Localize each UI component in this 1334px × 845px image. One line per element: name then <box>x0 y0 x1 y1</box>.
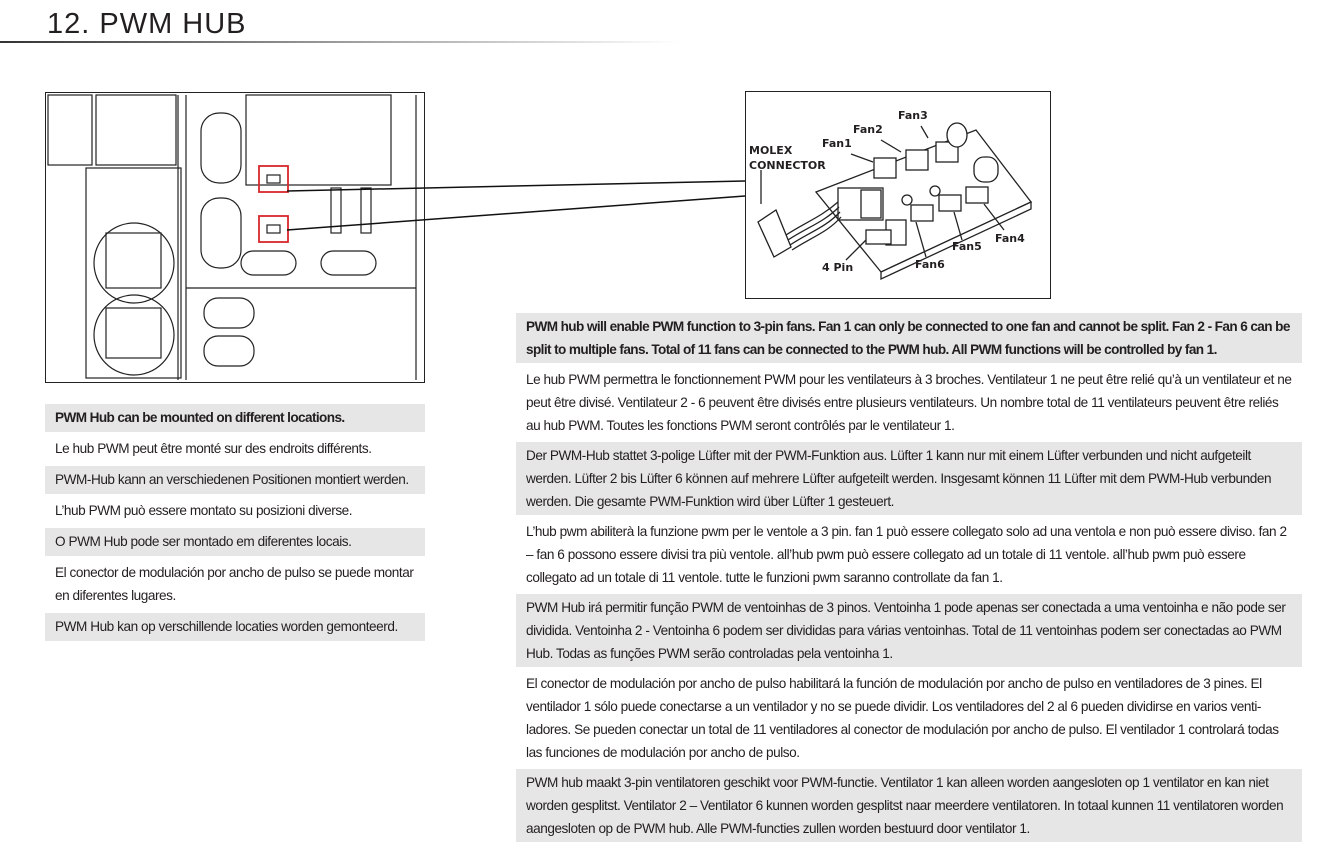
fan4-label: Fan4 <box>995 232 1025 245</box>
mounting-de: PWM-Hub kann an verschiedenen Positionen montiert werden. <box>45 466 425 494</box>
page-title: 12. PWM HUB <box>47 8 247 40</box>
molex-label: MOLEX <box>749 144 793 157</box>
description-fr: Le hub PWM permettra le fonctionnement PWM pour les ventilateurs à 3 broches. Ventilateur 1 ne peut être relié qu’à un ventilateur et ne peut être divisé. Ventilateur 2 - 6 peuvent être divisés entre plusieurs ventilateurs. Un nombre total de 11 ventilateurs peuvent être reliés au hub PWM. Toutes les fonctions PWM seront contrôlés par le ventilateur 1. <box>526 372 1292 433</box>
fan1-label: Fan1 <box>822 137 852 150</box>
pwm-hub-diagram <box>745 91 1051 299</box>
mounting-it: L’hub PWM può essere montato su posizioni diverse. <box>55 503 353 518</box>
description-nl: PWM hub maakt 3-pin ventilatoren geschikt voor PWM-functie. Ventilator 1 kan alleen worden aangesloten op 1 ventilator en kan niet worden gesplitst. Ventilator 2 – Ventilator 6 kunnen worden gesplitst naar meerdere ventilatoren. In totaal kunnen 11 ventilatoren worden aangesloten op de PWM hub. Alle PWM-functies zullen worden bestuurd door ventilator 1. <box>516 769 1302 842</box>
mounting-en: PWM Hub can be mounted on different locations. <box>45 404 425 432</box>
mounting-pt: O PWM Hub pode ser montado em diferentes locais. <box>45 528 425 556</box>
fan6-label: Fan6 <box>915 258 945 271</box>
fan2-label: Fan2 <box>853 123 883 136</box>
fan3-label: Fan3 <box>898 109 928 122</box>
mounting-fr: Le hub PWM peut être monté sur des endroits différents. <box>55 441 372 456</box>
connector-label: CONNECTOR <box>749 159 826 172</box>
description-text <box>516 313 1302 845</box>
mounting-text <box>45 404 425 644</box>
description-en: PWM hub will enable PWM function to 3-pin fans. Fan 1 can only be connected to one fan and cannot be split. Fan 2 - Fan 6 can be split to multiple fans. Total of 11 fans can be connected to the PWM hub. All PWM functions will be controlled by fan 1. <box>516 313 1302 363</box>
mounting-nl: PWM Hub kan op verschillende locaties worden gemonteerd. <box>45 613 425 641</box>
4pin-label: 4 Pin <box>822 261 854 274</box>
mounting-es: El conector de modulación por ancho de pulso se puede montar en diferentes lugares. <box>55 565 414 603</box>
fan5-label: Fan5 <box>952 240 982 253</box>
description-de: Der PWM-Hub stattet 3-polige Lüfter mit der PWM-Funktion aus. Lüfter 1 kann nur mit einem Lüfter verbunden und nicht aufgeteilt werden. Lüfter 2 bis Lüfter 6 können auf mehrere Lüfter aufgeteilt werden. Insgesamt können 11 Lüfter mit dem PWM-Hub verbunden werden. Die gesamte PWM-Funktion wird über Lüfter 1 gesteuert. <box>516 442 1302 515</box>
description-pt: PWM Hub irá permitir função PWM de ventoinhas de 3 pinos. Ventoinha 1 pode apenas ser conectada a uma ventoinha e não pode ser dividida. Ventoinha 2 - Ventoinha 6 podem ser divididas para várias ventoinhas. Total de 11 ventoinhas podem ser conectadas ao PWM Hub. Todas as funções PWM serão controladas pela ventoinha 1. <box>516 594 1302 667</box>
description-es: El conector de modulación por ancho de pulso habilitará la función de modulación por ancho de pulso en ventiladores de 3 pines. El ventilador 1 sólo puede conectarse a un ventilador y no se puede dividir. Los ventiladores del 2 al 6 pueden dividirse en varios venti-ladores. Se pueden conectar un total de 11 ventiladores al conector de modulación por ancho de pulso. El ventilador 1 controlará todas las funciones de modulación por ancho de pulso. <box>526 676 1279 760</box>
description-it: L’hub pwm abiliterà la funzione pwm per le ventole a 3 pin. fan 1 può essere collegato solo ad una ventola e non può essere diviso. fan 2 – fan 6 possono essere divisi tra più ventole. all’hub pwm può essere collegato ad un totale di 11 ventole. all’hub pwm può essere collegato ad un totale di 11 ventole. tutte le funzioni pwm saranno controllate da fan 1. <box>526 524 1287 585</box>
